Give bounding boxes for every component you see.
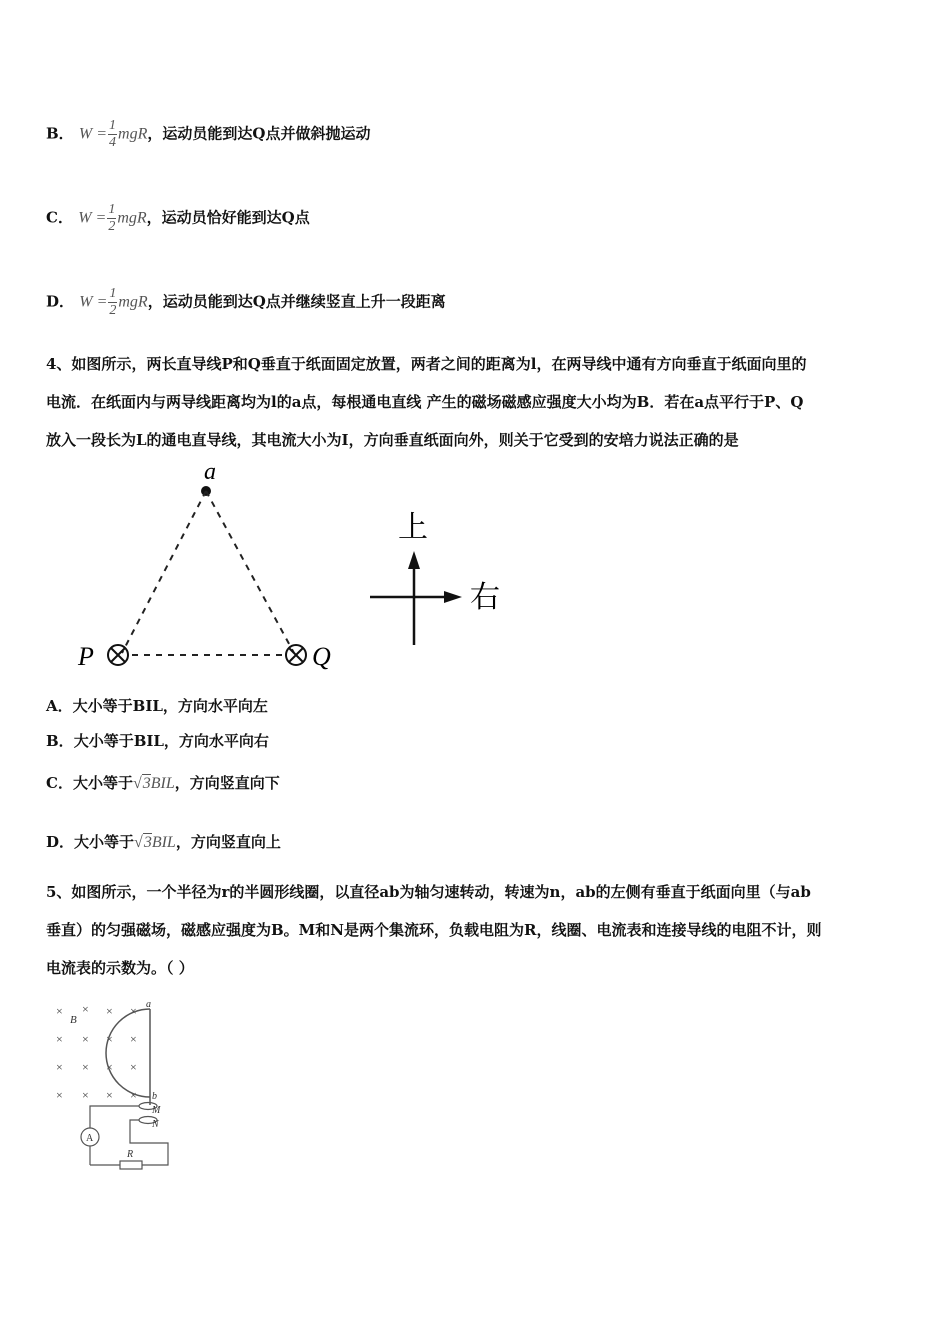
fraction-numerator: 1 [108,202,116,217]
point-b-label: b [152,1091,157,1102]
field-cross-icon: × [56,1032,63,1046]
sqrt-radicand: 3 [143,834,152,851]
formula-lhs: W = [78,125,108,143]
field-cross-icon: × [130,1060,137,1074]
formula-lhs: W = [78,209,107,227]
q5-stem-line-3: 电流表的示数为。（ ） [46,959,194,977]
field-cross-icon: × [106,1088,113,1102]
sqrt-expr: BIL [151,834,176,851]
fraction [108,286,117,319]
ring-n-label: N [152,1119,159,1130]
field-cross-icon: × [130,1032,137,1046]
option-post-text: ，方向竖直向上 [175,833,281,851]
dashed-line-aq [206,491,294,653]
ring-m-label: M [152,1105,161,1116]
wire-m-to-ammeter [90,1106,139,1128]
ammeter-label: A [86,1133,94,1144]
up-arrowhead-icon [408,551,420,569]
field-cross-icon: × [82,1060,89,1074]
field-cross-icon: × [56,1004,63,1018]
option-pre-text: 大小等于 [72,774,133,792]
fraction-numerator: 1 [109,118,117,133]
option-label: C． [46,208,73,227]
option-pre-text: 大小等于 [74,833,135,851]
field-cross-icon: × [130,1004,137,1018]
right-arrowhead-icon [444,591,462,603]
q4-option-c [46,773,280,794]
sqrt-expression: √3BIL [132,775,175,792]
q4-figure [60,455,520,680]
field-cross-icon: × [82,1032,89,1046]
q4-stem-line-1: 4、如图所示，两长直导线P和Q垂直于纸面固定放置，两者之间的距离为l，在两导线中通有方向垂直于纸面向里的 [46,355,807,373]
q3-option-d [46,286,446,319]
wire-resistor-to-n [130,1120,168,1165]
formula-lhs: W = [79,293,108,311]
q3-option-c [46,202,310,235]
q5-stem-line-2: 垂直）的匀强磁场，磁感应强度为B。M和N是两个集流环，负载电阻为R，线圈、电流表和连接导线的电阻不计，则 [46,921,822,939]
formula-rhs: mgR [118,293,148,311]
field-cross-icon: × [82,1002,89,1016]
q4-option-a [46,696,268,716]
field-cross-icon: × [106,1060,113,1074]
option-text: ，运动员能到达Q点并继续竖直上升一段距离 [147,292,446,311]
point-a-label: a [146,999,151,1010]
option-post-text: ，方向竖直向下 [174,774,280,792]
option-text: ，运动员恰好能到达Q点 [146,208,310,227]
fraction-denominator: 4 [109,135,117,150]
q5-stem-line-1: 5、如图所示，一个半径为r的半圆形线圈，以直径ab为轴匀速转动，转速为n，ab的左侧有垂直于纸面向里（与ab [46,883,811,901]
semicircle-coil [106,1009,150,1097]
option-text: 大小等于BIL，方向水平向右 [73,732,269,750]
q4-option-b [46,731,269,751]
field-cross-icon: × [56,1060,63,1074]
resistor-r [120,1161,142,1169]
resistor-r-label: R [127,1149,134,1160]
wire-q-label: Q [312,642,331,671]
fraction [107,202,116,235]
field-cross-icon: × [56,1088,63,1102]
dashed-line-ap [122,491,206,653]
q4-option-d [46,832,281,853]
wire-p-into-page-icon [108,645,128,665]
option-label: B． [46,732,74,750]
q5-figure [50,995,180,1175]
wire-q-into-page-icon [286,645,306,665]
option-label: D． [46,292,75,311]
fraction-denominator: 2 [109,303,117,318]
sqrt-radicand: 3 [142,775,151,792]
field-cross-icon: × [106,1032,113,1046]
q3-option-b [46,118,370,151]
option-label: D． [46,833,75,851]
field-b-label: B [70,1014,77,1026]
point-a-label: a [204,459,216,485]
field-cross-icon: × [82,1088,89,1102]
wire-p-label: P [78,642,94,671]
sqrt-expression: √3BIL [134,834,176,851]
option-label: C． [46,774,73,792]
formula-rhs: mgR [118,125,148,143]
fraction [108,118,117,151]
q4-stem-line-2: 电流．在纸面内与两导线距离均为l的a点，每根通电直线 产生的磁场磁感应强度大小均为B．若在a点平行于P、Q [46,393,804,411]
fraction-numerator: 1 [109,286,117,301]
option-label: B． [46,124,74,143]
field-cross-icon: × [106,1004,113,1018]
fraction-denominator: 2 [108,219,116,234]
direction-up-label: 上 [398,511,428,544]
option-text: 大小等于BIL，方向水平向左 [72,697,268,715]
q4-stem-line-3: 放入一段长为L的通电直导线，其电流大小为I，方向垂直纸面向外，则关于它受到的安培力说法正确的是 [46,431,739,449]
field-cross-icon: × [130,1088,137,1102]
option-label: A． [46,697,73,715]
direction-right-label: 右 [470,581,500,614]
option-text: ，运动员能到达Q点并做斜抛运动 [147,124,371,143]
sqrt-expr: BIL [150,775,175,792]
formula-rhs: mgR [117,209,147,227]
